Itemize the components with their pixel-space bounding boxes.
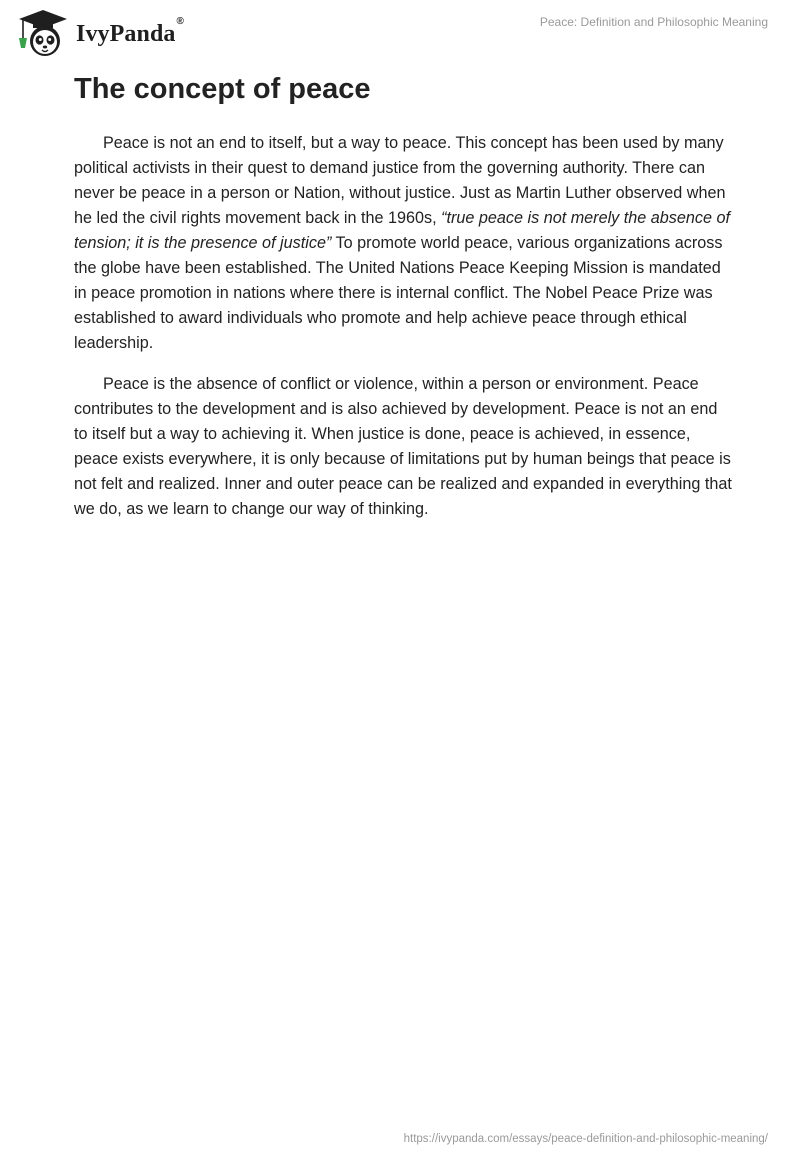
paragraph-1-text-before: Peace is not an end to itself, but a way to peace. This concept has been used by many political activists in their quest to demand justice from the governing authority. There can never be peace in a person or Nation, without justice. Just as Martin Luther observed when he led the civil rights movement back in the 1960s,	[74, 134, 726, 227]
brand-name	[76, 15, 184, 48]
document-title: Peace: Definition and Philosophic Meaning	[539, 15, 768, 29]
paragraph-1-quote: “true peace is not merely the absence of tension; it is the presence of justice”	[74, 209, 730, 252]
panda-graduate-icon	[16, 8, 70, 58]
brand-logo[interactable]	[16, 8, 184, 58]
paragraph-2: Peace is the absence of conflict or violence, within a person or environment. Peace contributes to the development and is also achieved by development. Peace is not an end to itself but a way to achieving it. When justice is done, peace is achieved, in essence, peace exists everywhere, it is only because of limitations put by human beings that peace is not felt and realized. Inner and outer peace can be realized and expanded in everything that we do, as we learn to change our way of thinking.	[74, 375, 732, 518]
registered-mark: ®	[176, 15, 184, 27]
essay-body	[74, 131, 734, 538]
brand-name-text: IvyPanda	[76, 20, 176, 47]
source-url-link[interactable]: https://ivypanda.com/essays/peace-definition-and-philosophic-meaning/	[403, 1133, 768, 1145]
page-title: The concept of peace	[74, 73, 371, 105]
paragraph-1	[74, 131, 734, 356]
paragraph-1-text-after: To promote world peace, various organizations across the globe have been established. The United Nations Peace Keeping Mission is mandated in peace promotion in nations where there is internal conflict. The Nobel Peace Prize was established to award individuals who promote and help achieve peace through ethical leadership.	[74, 234, 723, 352]
